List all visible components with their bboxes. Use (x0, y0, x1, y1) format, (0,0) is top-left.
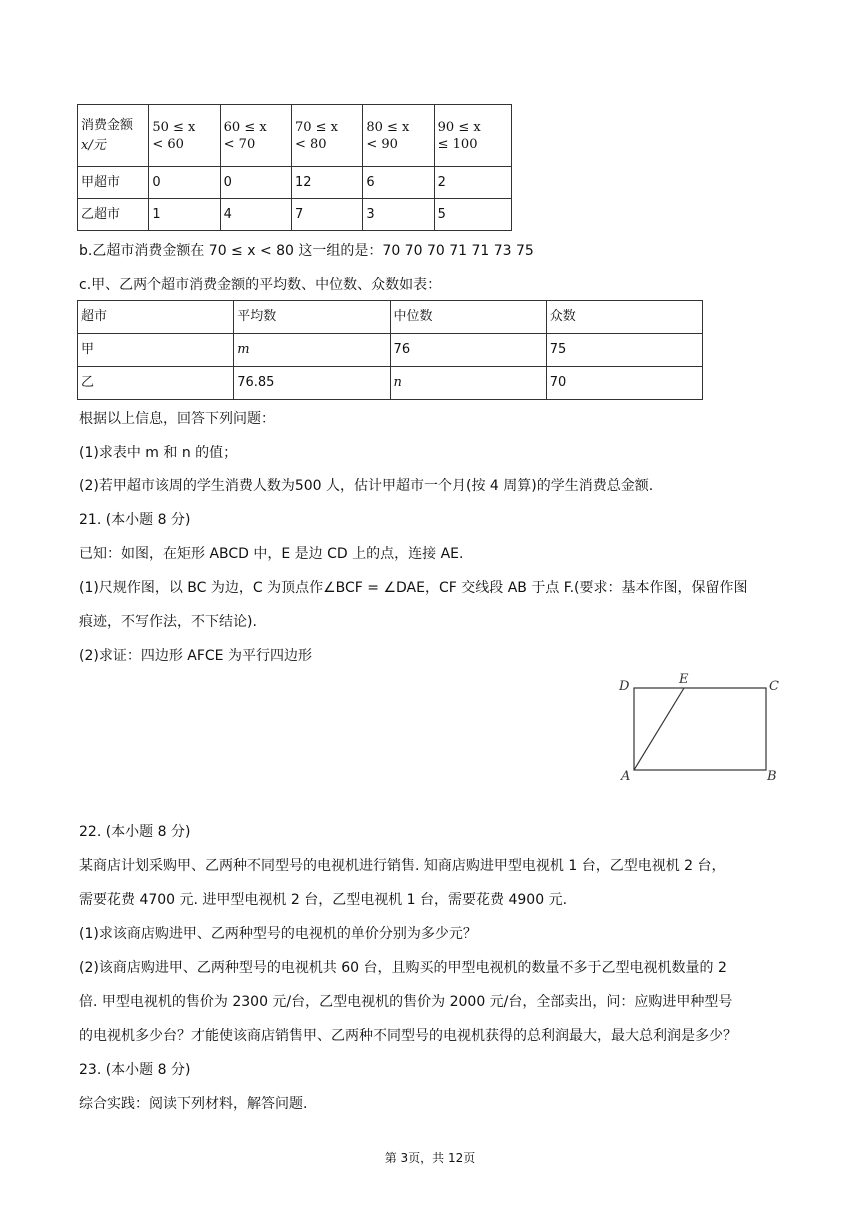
table-cell: 76.85 (234, 367, 390, 400)
q20-intro: 根据以上信息，回答下列问题： (79, 411, 275, 427)
table-cell: 12 (291, 167, 362, 199)
cell-line: 60 ≤ x (223, 119, 267, 135)
table-header-row (78, 301, 703, 334)
q22-part2-line2: 倍. 甲型电视机的售价为 2300 元/台，乙型电视机的售价为 2000 元/台，全部卖出，问：应购进甲种型号 (79, 994, 733, 1010)
q23-heading: 23. (本小题 8 分) (79, 1062, 191, 1078)
table-cell: 甲 (78, 334, 234, 367)
label-d: D (619, 679, 630, 694)
cell-line: 50 ≤ x (152, 119, 196, 135)
table-cell: 中位数 (390, 301, 546, 334)
q21-part1-line2: 痕迹，不写作法，不下结论). (79, 614, 257, 630)
cell-line: < 60 (152, 136, 184, 152)
q22-line1: 某商店计划采购甲、乙两种不同型号的电视机进行销售. 知商店购进甲型电视机 1 台，乙型电视机 2 台， (79, 858, 726, 874)
table-cell: 3 (363, 199, 434, 231)
page-footer: 第 3页，共 12页 (384, 1151, 476, 1165)
table-cell: 4 (220, 199, 291, 231)
segment-ae (634, 688, 684, 770)
q21-given: 已知：如图，在矩形 ABCD 中，E 是边 CD 上的点，连接 AE. (79, 546, 464, 562)
table-row (78, 167, 512, 199)
rectangle-figure (615, 672, 785, 784)
rectangle-abcd (634, 688, 766, 770)
label-e: E (679, 672, 689, 687)
cell-line: ≤ 100 (437, 136, 478, 152)
table-cell (220, 105, 291, 167)
cell-line: 消费金额 (81, 117, 134, 133)
table-cell (149, 105, 220, 167)
table-cell: 甲超市 (78, 167, 149, 199)
q21-part1-line1: (1)尺规作图，以 BC 为边，C 为顶点作∠BCF = ∠DAE，CF 交线段 AB 于点 F.(要求：基本作图，保留作图 (79, 580, 748, 596)
q23-line1: 综合实践：阅读下列材料，解答问题. (79, 1096, 308, 1112)
table-cell: n (390, 367, 546, 400)
table-row (78, 334, 703, 367)
table-cell: 众数 (546, 301, 702, 334)
frequency-table (77, 104, 512, 231)
label-a: A (621, 769, 631, 784)
table-cell: 76 (390, 334, 546, 367)
label-b: B (767, 769, 777, 784)
q20-part2: (2)若甲超市该周的学生消费人数为500 人，估计甲超市一个月(按 4 周算)的学生消费总金额. (79, 478, 654, 494)
table-cell: 6 (363, 167, 434, 199)
table-cell: m (234, 334, 390, 367)
q22-part2-line3: 的电视机多少台？才能使该商店销售甲、乙两种不同型号的电视机获得的总利润最大，最大总利润是多少？ (79, 1028, 737, 1044)
table-cell (363, 105, 434, 167)
table-cell: 1 (149, 199, 220, 231)
label-c: C (769, 679, 779, 694)
table-cell: 7 (291, 199, 362, 231)
table-cell: 70 (546, 367, 702, 400)
q22-line2: 需要花费 4700 元. 进甲型电视机 2 台，乙型电视机 1 台，需要花费 4900 元. (79, 892, 568, 908)
table-cell (434, 105, 511, 167)
cell-line: 90 ≤ x (437, 119, 481, 135)
q22-part2-line1: (2)该商店购进甲、乙两种型号的电视机共 60 台，且购买的甲型电视机的数量不多于乙型电视机数量的 2 (79, 960, 727, 976)
table-cell (291, 105, 362, 167)
q22-heading: 22. (本小题 8 分) (79, 824, 191, 840)
table-cell: 超市 (78, 301, 234, 334)
table-cell: 平均数 (234, 301, 390, 334)
table-cell: 2 (434, 167, 511, 199)
q22-part1: (1)求该商店购进甲、乙两种型号的电视机的单价分别为多少元？ (79, 926, 477, 942)
cell-line: < 90 (366, 136, 398, 152)
table-row (78, 367, 703, 400)
cell-line: 80 ≤ x (366, 119, 410, 135)
table-cell: 0 (149, 167, 220, 199)
table-header-row (78, 105, 512, 167)
q21-part2: (2)求证：四边形 AFCE 为平行四边形 (79, 648, 312, 664)
statistics-table (77, 300, 703, 400)
q21-heading: 21. (本小题 8 分) (79, 512, 191, 528)
table-cell: 5 (434, 199, 511, 231)
cell-line: 70 ≤ x (294, 119, 339, 135)
statement-b: b.乙超市消费金额在 70 ≤ x < 80 这一组的是：70 70 70 71 71 73 75 (79, 243, 534, 259)
cell-line: x/元 (81, 137, 106, 153)
q20-part1: (1)求表中 m 和 n 的值； (79, 445, 238, 461)
statement-c: c.甲、乙两个超市消费金额的平均数、中位数、众数如表： (79, 277, 442, 293)
cell-line: < 80 (294, 136, 327, 152)
table-cell: 乙超市 (78, 199, 149, 231)
table-cell: 0 (220, 167, 291, 199)
table-cell (78, 105, 149, 167)
table-cell: 乙 (78, 367, 234, 400)
table-row (78, 199, 512, 231)
cell-line: < 70 (223, 136, 256, 152)
table-cell: 75 (546, 334, 702, 367)
